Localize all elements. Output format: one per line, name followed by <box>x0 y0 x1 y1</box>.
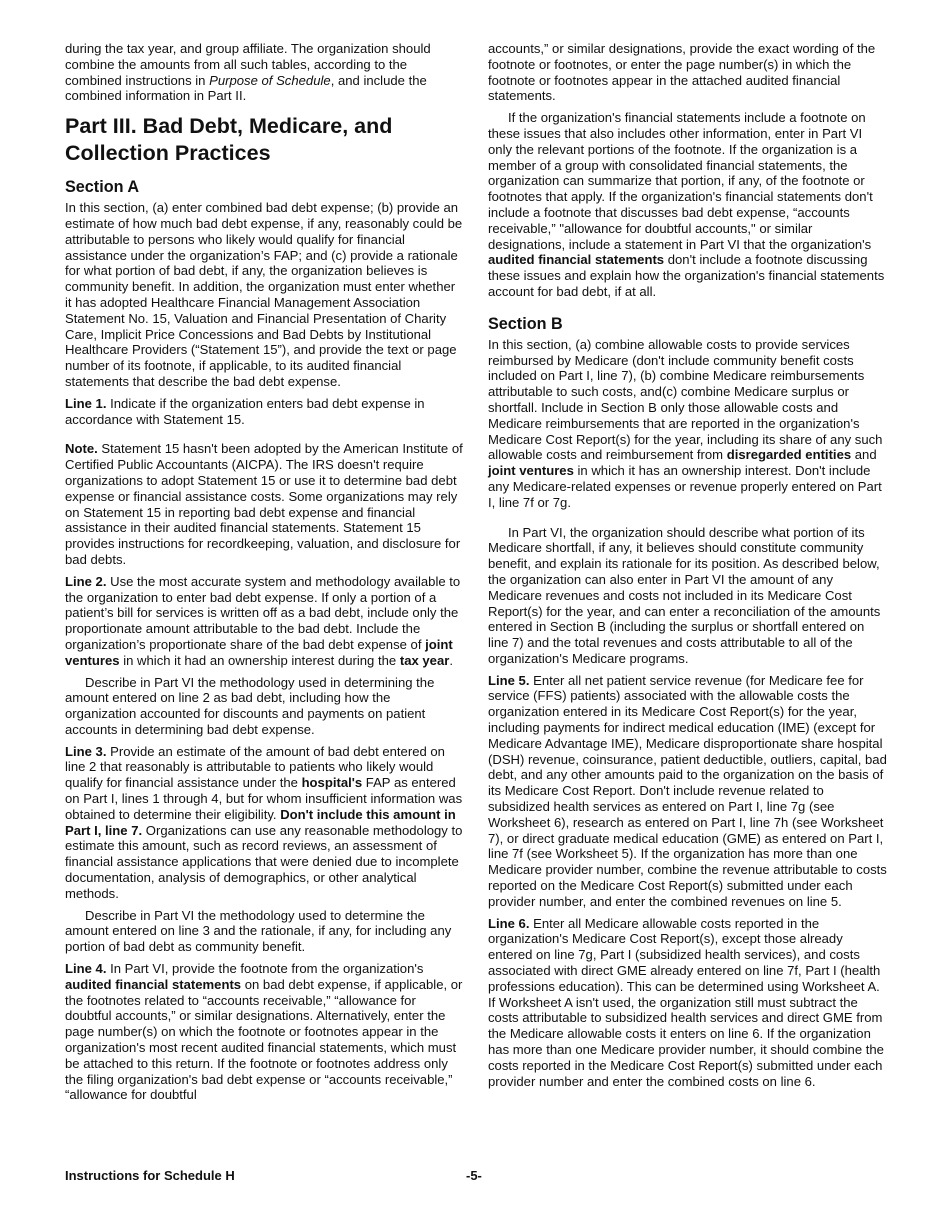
page-number: -5- <box>466 1168 482 1183</box>
line3-describe-paragraph: Describe in Part VI the methodology used to determine the amount entered on line 3 and the rationale, if any, for including any portion of bad debt as community benefit. <box>65 907 452 955</box>
footer-title: Instructions for Schedule H <box>65 1168 235 1183</box>
section-b-heading: Section B <box>488 314 563 333</box>
right-column <box>488 41 887 1089</box>
part-vi-paragraph: In Part VI, the organization should describe what portion of its Medicare shortfall, if any, it believes should constitute community benefit, and explain its rationale for its position. As described below, the organization can also enter in Part VI the amount of any Medicare revenues and costs not included in its Medicare Cost Report(s) for the year, and can enter a reconciliation of the amounts entered in Section B (including the surplus or shortfall entered on line 7) and the total revenues and costs attributable to all of the organization's Medicare programs. <box>488 524 881 666</box>
line2-paragraph: Line 2. Use the most accurate system and methodology available to the organization to enter bad debt expense. If only a portion of a patient’s bill for services is written off as a bad debt, include only the proportionate amount attributable to the bad debt. Include the organization’s proportionate share of the bad debt expense of joint ventures in which it had an ownership interest during the tax year. <box>65 573 461 668</box>
intro-paragraph: during the tax year, and group affiliate. The organization should combine the amounts from all such tables, according to the combined instructions in Purpose of Schedule, and include the combined information in Part II. <box>65 41 431 104</box>
left-column <box>65 41 465 1103</box>
section-a-heading: Section A <box>65 178 140 197</box>
line6-paragraph: Line 6. Enter all Medicare allowable costs reported in the organization's Medicare Cost Report(s), except those already entered on line 7g, Part I (subsidized health services), and costs associated with direct GME already entered on line 7f, Part I (health professions education). This can be determined using Worksheet A. If Worksheet A isn't used, the organization still must subtract the costs attributable to subsidized health services and direct GME from the Medicare allowable costs it enters on line 6. If the organization has more than one Medicare provider number, it should combine the costs reported in the Medicare Cost Report(s) submitted under each provider number and enter the combined costs on line 6. <box>488 915 884 1089</box>
section-a-paragraph: In this section, (a) enter combined bad debt expense; (b) provide an estimate of how much bad debt expense, if any, reasonably could be attributable to persons who likely would qualify for financial assistance under the organization’s FAP; and (c) provide a rationale for what portion of bad debt, if any, the organization believes is community benefit. In addition, the organization must enter whether it has adopted Healthcare Financial Management Association Statement No. 15, Valuation and Financial Presentation of Charity Care, Implicit Price Concessions and Bad Debts by Institutional Healthcare Providers (“Statement 15”), and provide the text or page number of its footnote, if applicable, to its audited financial statements that describe the bad debt expense. <box>65 200 463 389</box>
note-paragraph: Note. Statement 15 hasn't been adopted by the American Institute of Certified Public Accountants (AICPA). The IRS doesn't require organizations to adopt Statement 15 or use it to determine bad debt expense or financial assistance costs. Some organizations may rely on Statement 15 in reporting bad debt expense and financial assistance in their audited financial statements. Statement 15 provides instructions for recordkeeping, valuation, and disclosure for bad debts. <box>65 441 463 567</box>
line4-continued-paragraph: accounts,” or similar designations, provide the exact wording of the footnote or footnotes, or enter the page number(s) in which the footnote or footnotes appear in the attached audited financial statements. <box>488 41 876 104</box>
line4-paragraph: Line 4. In Part VI, provide the footnote from the organization's audited financial statements on bad debt expense, if applicable, or the footnotes related to “accounts receivable,” “allowance for doubtful accounts,” or similar designations. Alternatively, enter the page number(s) on which the footnote or footnotes appear in the organization's most recent audited financial statements, which must be attached to this return. If the footnote or footnotes address only the filing organization's bad debt expense or “accounts receivable,” “allowance for doubtful <box>65 961 463 1103</box>
line2-describe-paragraph: Describe in Part VI the methodology used in determining the amount entered on line 2 as bad debt, including how the organization accounted for discounts and payments on patient accounts in determining bad debt expense. <box>65 674 435 737</box>
line1-paragraph: Line 1. Indicate if the organization enters bad debt expense in accordance with Statement 15. <box>65 395 425 427</box>
line3-paragraph: Line 3. Provide an estimate of the amount of bad debt entered on line 2 that reasonably is attributable to patients who likely would qualify for financial assistance under the hospital's FAP as entered on Part I, lines 1 through 4, but for whom insufficient information was obtained to determine their eligibility. Don't include this amount in Part I, line 7. Organizations can use any reasonable methodology to estimate this amount, such as record reviews, an assessment of financial assistance applications that were denied due to incomplete documentation, analysis of demographics, or other analytical methods. <box>65 743 463 901</box>
section-b-paragraph: In this section, (a) combine allowable costs to provide services reimbursed by Medicare (don't include community benefit costs included on Part I, line 7), (b) combine Medicare reimbursements attributable to such costs, and(c) combine Medicare surplus or shortfall. Include in Section B only those allowable costs and Medicare reimbursements that are reported in the organization's Medicare Cost Report(s) for the year, including its share of any such allowable costs and reimbursement from disregarded entities and joint ventures in which it has an ownership interest. Don't include any Medicare-related expenses or revenue properly entered on Part I, line 7f or 7g. <box>488 336 883 510</box>
part-title: Part III. Bad Debt, Medicare, and Collection Practices <box>65 114 393 166</box>
line5-paragraph: Line 5. Enter all net patient service revenue (for Medicare fee for service (FFS) patients) associated with the allowable costs the organization entered in its Medicare Cost Report(s) for the year, including payments for indirect medical education (IME) (except for Medicare Advantage IME), Medicare disproportionate share hospital (DSH) revenue, coinsurance, patient deductible, outliers, capital, bad debt, and any other amounts paid to the organization on the basis of its Medicare Cost Report. Don't include revenue related to subsidized health services as entered on Part I, line 7g (see Worksheet 6), research as entered on Part I, line 7h (see Worksheet 7), or direct graduate medical education (GME) as entered on Part I, line 7f (see Worksheet 5). If the organization has more than one Medicare provider number, combine the revenue attributable to costs reported on the Medicare Cost Report(s) submitted under each provider number, and enter the combined revenues on line 5. <box>488 672 887 909</box>
footnote-paragraph: If the organization's financial statements include a footnote on these issues that also includes other information, enter in Part VI only the relevant portions of the footnote. If the organization is a member of a group with consolidated financial statements, the organization can summarize that portion, if any, of the footnote or footnotes that apply. If the organization's financial statements don't include a footnote that discusses bad debt expense, “accounts receivable,” "allowance for doubtful accounts," or similar designations, include a statement in Part VI that the organization's audited financial statements don't include a footnote discussing these issues and explain how the organization's financial statements account for bad debt, if at all. <box>488 110 885 299</box>
